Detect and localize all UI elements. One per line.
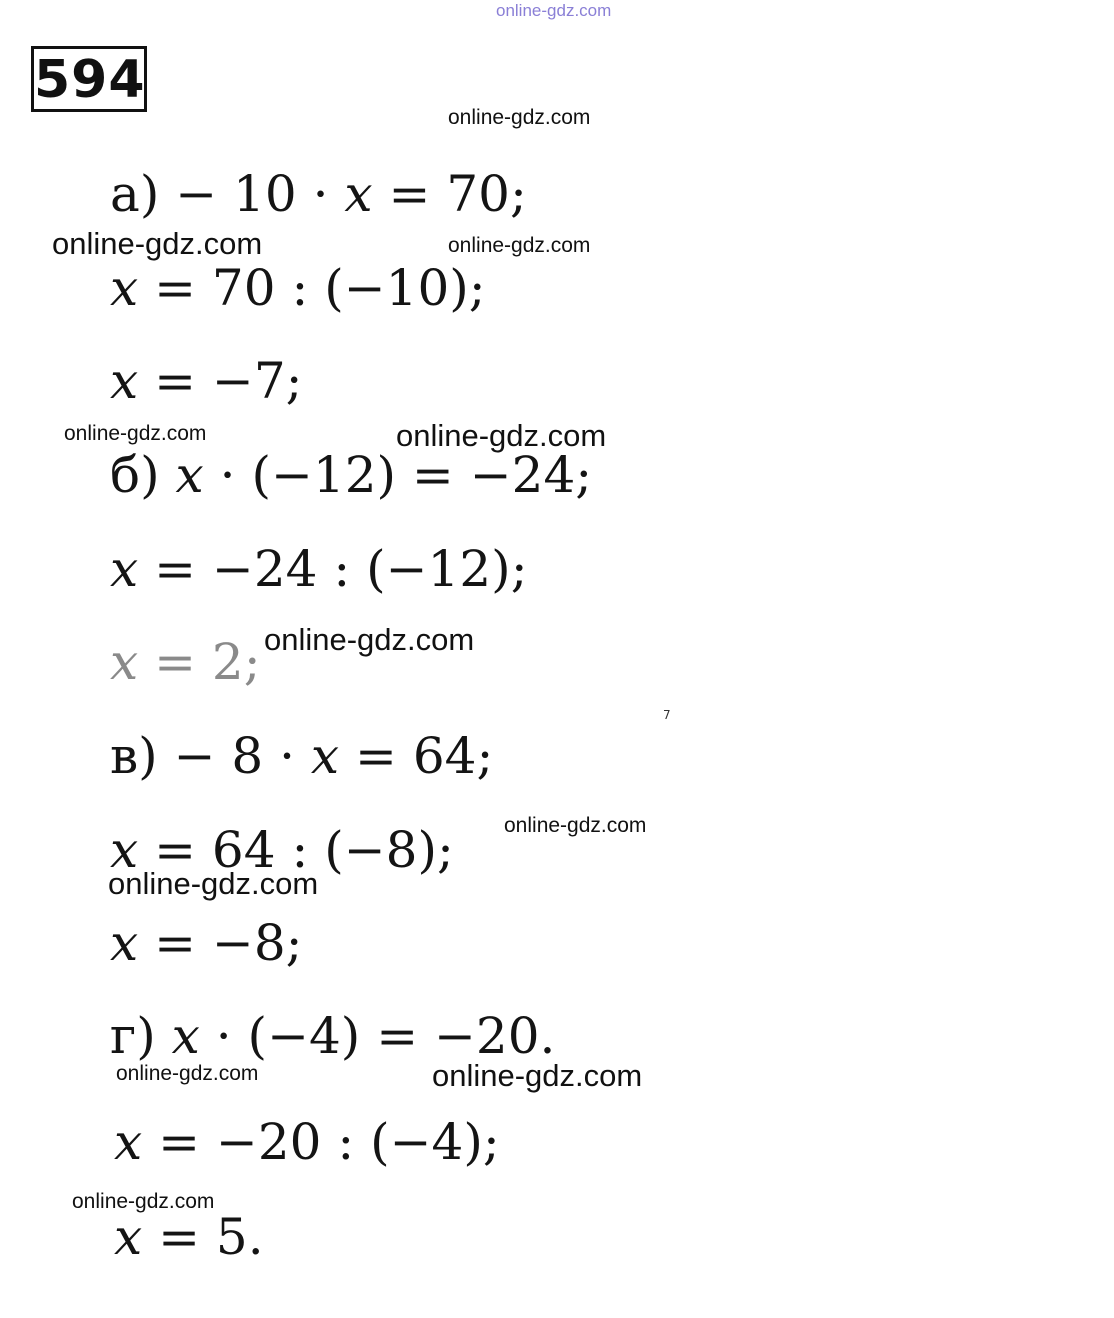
solution-v-line-3: x = −8; bbox=[110, 914, 303, 972]
watermark: online-gdz.com bbox=[108, 866, 319, 901]
problem-number: 594 bbox=[31, 46, 147, 112]
solution-g-line-3: x = 5. bbox=[114, 1208, 264, 1266]
watermark: online-gdz.com bbox=[52, 226, 263, 261]
watermark: online-gdz.com bbox=[432, 1058, 643, 1093]
stray-mark: 7 bbox=[663, 708, 671, 722]
solution-a-line-2: x = 70 : (−10); bbox=[110, 259, 486, 317]
watermark: online-gdz.com bbox=[264, 622, 475, 657]
solution-a-line-3: x = −7; bbox=[110, 352, 303, 410]
watermark: online-gdz.com bbox=[72, 1190, 215, 1213]
watermark: online-gdz.com bbox=[116, 1062, 259, 1085]
solution-a-line-1: а) − 10 · x = 70; bbox=[110, 165, 527, 223]
watermark: online-gdz.com bbox=[448, 234, 591, 257]
watermark: online-gdz.com bbox=[448, 106, 591, 129]
solution-b-line-2: x = −24 : (−12); bbox=[110, 540, 528, 598]
watermark: online-gdz.com bbox=[396, 418, 607, 453]
solution-g-line-1: г) x · (−4) = −20. bbox=[110, 1007, 556, 1065]
watermark: online-gdz.com bbox=[64, 422, 207, 445]
solution-v-line-1: в) − 8 · x = 64; bbox=[110, 727, 494, 785]
solution-b-line-3: x = 2; bbox=[110, 633, 261, 691]
solution-v-line-2: x = 64 : (−8); bbox=[110, 821, 454, 879]
watermark: online-gdz.com bbox=[504, 814, 647, 837]
solution-g-line-2: x = −20 : (−4); bbox=[114, 1113, 500, 1171]
solution-b-line-1: б) x · (−12) = −24; bbox=[110, 446, 593, 504]
watermark-top: online-gdz.com bbox=[496, 1, 612, 20]
